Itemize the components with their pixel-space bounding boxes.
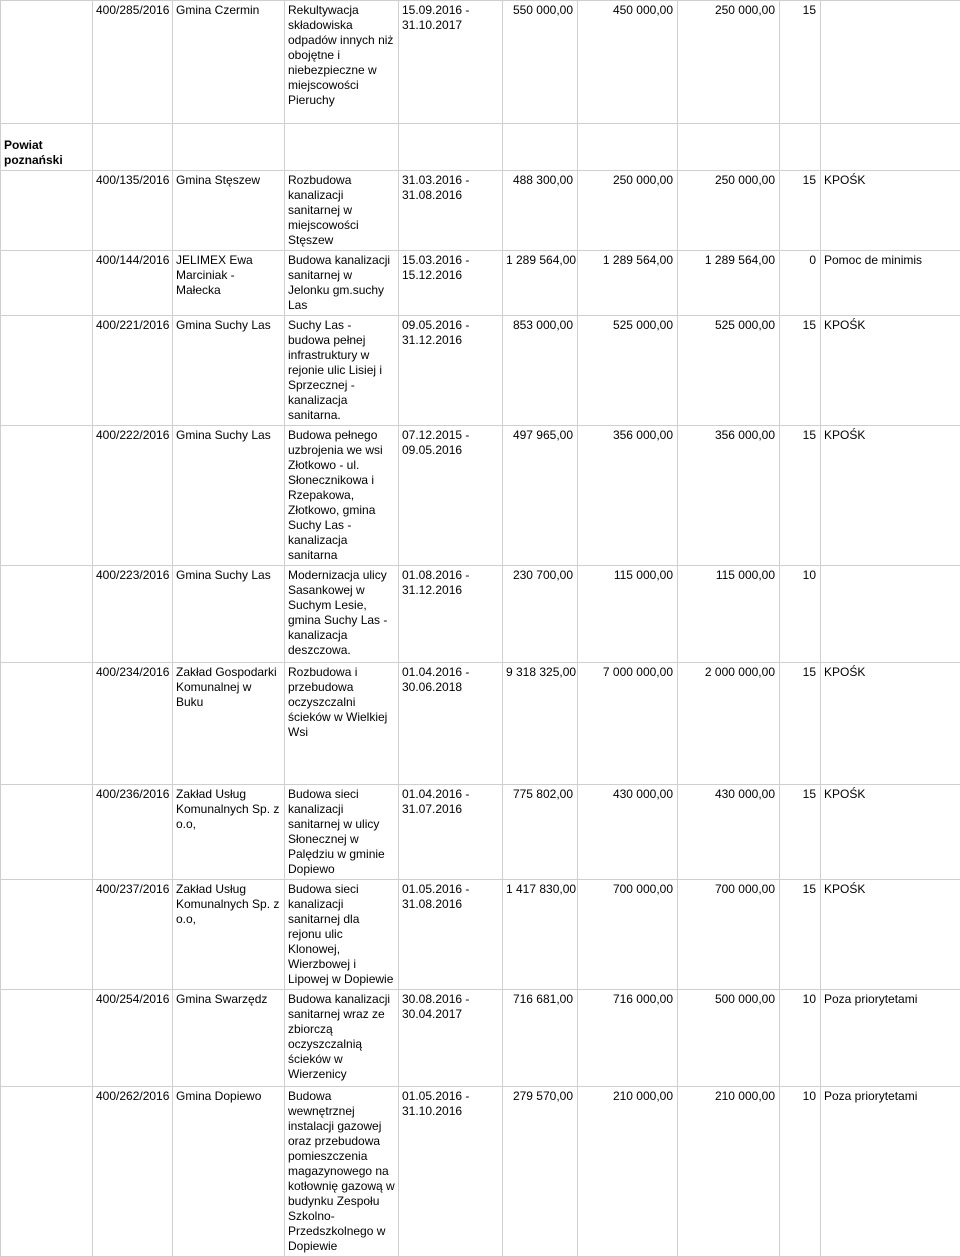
cell-note: KPOŚK [821, 171, 960, 251]
table-row [1, 1087, 960, 1257]
cell-eligible: 210 000,00 [578, 1087, 678, 1257]
table-row [1, 426, 960, 566]
cell-total: 230 700,00 [503, 566, 578, 663]
table-row [1, 1, 960, 124]
cell-note: KPOŚK [821, 663, 960, 785]
cell-beneficiary: Zakład Gospodarki Komunalnej w Buku [173, 663, 285, 785]
cell-period: 07.12.2015 - 09.05.2016 [399, 426, 503, 566]
cell-beneficiary: Gmina Stęszew [173, 171, 285, 251]
cell-note [821, 124, 960, 171]
cell-period: 01.05.2016 - 31.10.2016 [399, 1087, 503, 1257]
cell-pct: 15 [780, 316, 821, 426]
cell-note [821, 566, 960, 663]
cell-beneficiary: Zakład Usług Komunalnych Sp. z o.o, [173, 785, 285, 880]
table-row [1, 785, 960, 880]
cell-id: 400/236/2016 [93, 785, 173, 880]
cell-total: 1 417 830,00 [503, 880, 578, 990]
cell-title: Rozbudowa kanalizacji sanitarnej w miejscowości Stęszew [285, 171, 399, 251]
table-row [1, 251, 960, 316]
cell-total [503, 124, 578, 171]
cell-county [1, 251, 93, 316]
cell-county [1, 990, 93, 1087]
cell-county [1, 880, 93, 990]
table-row [1, 316, 960, 426]
cell-period: 09.05.2016 - 31.12.2016 [399, 316, 503, 426]
cell-beneficiary: Gmina Czermin [173, 1, 285, 124]
cell-note: Poza priorytetami [821, 1087, 960, 1257]
cell-note: Pomoc de minimis [821, 251, 960, 316]
cell-pct: 15 [780, 1, 821, 124]
cell-subsidy: 525 000,00 [678, 316, 780, 426]
cell-note: Poza priorytetami [821, 990, 960, 1087]
cell-pct: 0 [780, 251, 821, 316]
cell-eligible: 7 000 000,00 [578, 663, 678, 785]
cell-title [285, 124, 399, 171]
cell-title: Budowa sieci kanalizacji sanitarnej dla rejonu ulic Klonowej, Wierzbowej i Lipowej w Dopiewie [285, 880, 399, 990]
cell-pct: 15 [780, 171, 821, 251]
cell-eligible: 1 289 564,00 [578, 251, 678, 316]
cell-total: 497 965,00 [503, 426, 578, 566]
cell-period: 15.09.2016 - 31.10.2017 [399, 1, 503, 124]
cell-period: 01.04.2016 - 30.06.2018 [399, 663, 503, 785]
cell-title: Budowa wewnętrznej instalacji gazowej oraz przebudowa pomieszczenia magazynowego na kotłownię gazową w budynku Zespołu Szkolno-Przedszkolnego w Dopiewie [285, 1087, 399, 1257]
cell-total: 716 681,00 [503, 990, 578, 1087]
cell-note: KPOŚK [821, 785, 960, 880]
cell-note [821, 1, 960, 124]
cell-pct: 10 [780, 566, 821, 663]
cell-total: 279 570,00 [503, 1087, 578, 1257]
cell-subsidy [678, 124, 780, 171]
cell-eligible: 525 000,00 [578, 316, 678, 426]
cell-title: Modernizacja ulicy Sasankowej w Suchym Lesie, gmina Suchy Las - kanalizacja deszczowa. [285, 566, 399, 663]
cell-total: 775 802,00 [503, 785, 578, 880]
cell-period: 30.08.2016 - 30.04.2017 [399, 990, 503, 1087]
cell-subsidy: 2 000 000,00 [678, 663, 780, 785]
cell-subsidy: 500 000,00 [678, 990, 780, 1087]
cell-title: Budowa pełnego uzbrojenia we wsi Złotkowo - ul. Słonecznikowa i Rzepakowa, Złotkowo, gmina Suchy Las - kanalizacja sanitarna [285, 426, 399, 566]
cell-period: 01.08.2016 - 31.12.2016 [399, 566, 503, 663]
cell-county [1, 566, 93, 663]
cell-county [1, 663, 93, 785]
table-row [1, 990, 960, 1087]
table-row [1, 124, 960, 171]
cell-title: Budowa kanalizacji sanitarnej w Jelonku gm.suchy Las [285, 251, 399, 316]
cell-id: 400/254/2016 [93, 990, 173, 1087]
table-row [1, 880, 960, 990]
cell-total: 853 000,00 [503, 316, 578, 426]
cell-county [1, 785, 93, 880]
table-row [1, 171, 960, 251]
cell-eligible: 450 000,00 [578, 1, 678, 124]
cell-period: 01.04.2016 - 31.07.2016 [399, 785, 503, 880]
cell-period: 01.05.2016 - 31.08.2016 [399, 880, 503, 990]
cell-county: Powiat poznański [1, 124, 93, 171]
cell-title: Budowa kanalizacji sanitarnej wraz ze zbiorczą oczyszczalnią ścieków w Wierzenicy [285, 990, 399, 1087]
cell-pct: 15 [780, 785, 821, 880]
cell-note: KPOŚK [821, 426, 960, 566]
cell-pct: 10 [780, 1087, 821, 1257]
cell-pct [780, 124, 821, 171]
cell-note: KPOŚK [821, 880, 960, 990]
cell-county [1, 316, 93, 426]
cell-eligible: 700 000,00 [578, 880, 678, 990]
cell-eligible: 716 000,00 [578, 990, 678, 1087]
cell-subsidy: 700 000,00 [678, 880, 780, 990]
cell-id: 400/234/2016 [93, 663, 173, 785]
cell-period: 31.03.2016 - 31.08.2016 [399, 171, 503, 251]
cell-id: 400/144/2016 [93, 251, 173, 316]
cell-id: 400/237/2016 [93, 880, 173, 990]
cell-subsidy: 115 000,00 [678, 566, 780, 663]
cell-county [1, 1087, 93, 1257]
table-row [1, 566, 960, 663]
table-body [1, 1, 960, 1257]
cell-eligible [578, 124, 678, 171]
cell-title: Budowa sieci kanalizacji sanitarnej w ulicy Słonecznej w Palędziu w gminie Dopiewo [285, 785, 399, 880]
cell-pct: 10 [780, 990, 821, 1087]
cell-eligible: 430 000,00 [578, 785, 678, 880]
cell-id: 400/135/2016 [93, 171, 173, 251]
cell-note: KPOŚK [821, 316, 960, 426]
cell-subsidy: 1 289 564,00 [678, 251, 780, 316]
cell-subsidy: 210 000,00 [678, 1087, 780, 1257]
cell-total: 9 318 325,00 [503, 663, 578, 785]
cell-eligible: 250 000,00 [578, 171, 678, 251]
cell-beneficiary: Zakład Usług Komunalnych Sp. z o.o, [173, 880, 285, 990]
cell-title: Rozbudowa i przebudowa oczyszczalni ścieków w Wielkiej Wsi [285, 663, 399, 785]
cell-total: 1 289 564,00 [503, 251, 578, 316]
cell-id: 400/223/2016 [93, 566, 173, 663]
cell-total: 550 000,00 [503, 1, 578, 124]
cell-title: Suchy Las - budowa pełnej infrastruktury w rejonie ulic Lisiej i Sprzecznej - kanalizacja sanitarna. [285, 316, 399, 426]
table-row [1, 663, 960, 785]
cell-period: 15.03.2016 - 15.12.2016 [399, 251, 503, 316]
cell-eligible: 115 000,00 [578, 566, 678, 663]
cell-pct: 15 [780, 880, 821, 990]
cell-id: 400/222/2016 [93, 426, 173, 566]
cell-eligible: 356 000,00 [578, 426, 678, 566]
cell-county [1, 426, 93, 566]
cell-beneficiary [173, 124, 285, 171]
cell-beneficiary: Gmina Suchy Las [173, 316, 285, 426]
cell-beneficiary: Gmina Suchy Las [173, 566, 285, 663]
cell-subsidy: 250 000,00 [678, 1, 780, 124]
cell-beneficiary: Gmina Swarzędz [173, 990, 285, 1087]
cell-id: 400/285/2016 [93, 1, 173, 124]
cell-id: 400/221/2016 [93, 316, 173, 426]
cell-id: 400/262/2016 [93, 1087, 173, 1257]
cell-pct: 15 [780, 426, 821, 566]
cell-id [93, 124, 173, 171]
cell-title: Rekultywacja składowiska odpadów innych niż obojętne i niebezpieczne w miejscowości Pieruchy [285, 1, 399, 124]
cell-beneficiary: JELIMEX Ewa Marciniak - Małecka [173, 251, 285, 316]
cell-beneficiary: Gmina Dopiewo [173, 1087, 285, 1257]
cell-beneficiary: Gmina Suchy Las [173, 426, 285, 566]
cell-subsidy: 250 000,00 [678, 171, 780, 251]
cell-subsidy: 430 000,00 [678, 785, 780, 880]
cell-county [1, 1, 93, 124]
cell-subsidy: 356 000,00 [678, 426, 780, 566]
cell-county [1, 171, 93, 251]
cell-period [399, 124, 503, 171]
cell-total: 488 300,00 [503, 171, 578, 251]
cell-pct: 15 [780, 663, 821, 785]
